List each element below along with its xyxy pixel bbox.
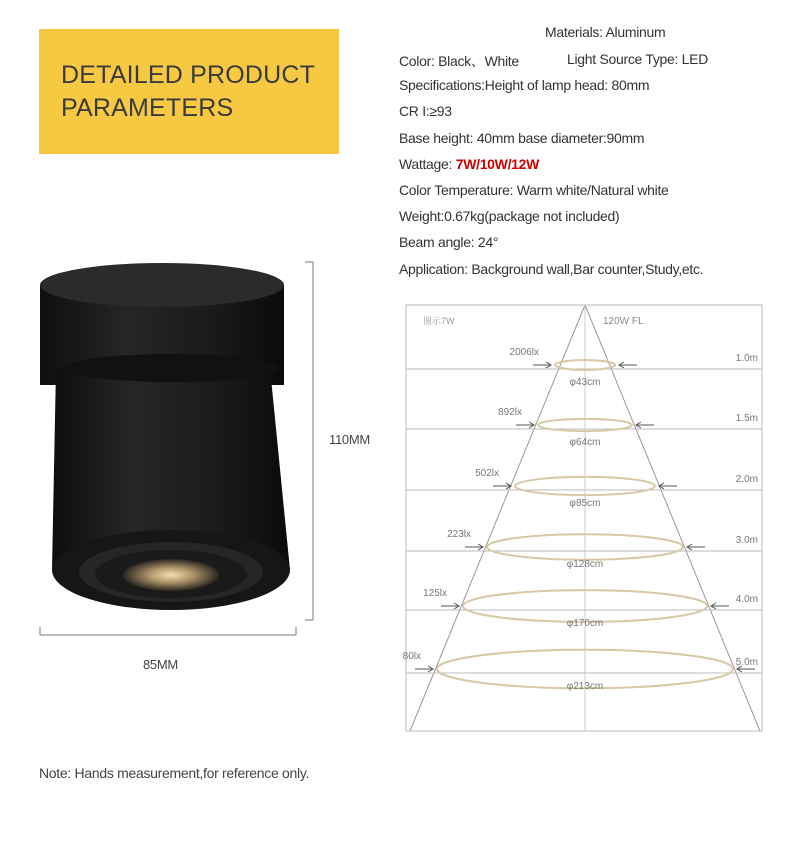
- distance-label: 3.0m: [735, 535, 758, 546]
- spec-wattage-value: 7W/10W/12W: [455, 156, 540, 172]
- arrow-left-icon: [711, 603, 729, 609]
- diagram-title-left: 图示7W: [423, 316, 455, 326]
- diameter-label: φ213cm: [566, 681, 604, 692]
- spec-color-temperature: Color Temperature: Warm white/Natural white: [399, 182, 669, 198]
- diagram-row: [406, 347, 762, 388]
- distance-label: 2.0m: [735, 474, 758, 485]
- arrow-right-icon: [415, 666, 433, 672]
- reference-note: Note: Hands measurement,for reference only.: [39, 765, 310, 781]
- arrow-left-icon: [687, 544, 705, 550]
- arrow-right-icon: [441, 603, 459, 609]
- diagram-row: [406, 588, 762, 629]
- arrow-right-icon: [516, 422, 534, 428]
- arrow-right-icon: [465, 544, 483, 550]
- arrow-left-icon: [619, 362, 637, 368]
- distance-label: 4.0m: [735, 594, 758, 605]
- height-dimension-label: 110MM: [329, 432, 370, 447]
- diagram-title-right: 120W FL: [603, 316, 644, 327]
- diagram-row: [406, 407, 762, 448]
- banner-title-line1: DETAILED PRODUCT: [61, 61, 316, 89]
- lux-label: 892lx: [498, 407, 522, 418]
- diagram-row: [406, 529, 762, 570]
- spec-color: Color: Black、White: [399, 53, 519, 69]
- spec-base: Base height: 40mm base diameter:90mm: [399, 130, 645, 146]
- arrow-left-icon: [636, 422, 654, 428]
- diameter-label: φ128cm: [566, 559, 604, 570]
- diagram-rows: [403, 347, 762, 692]
- arrow-left-icon: [659, 483, 677, 489]
- spec-weight: Weight:0.67kg(package not included): [399, 208, 620, 224]
- arrow-right-icon: [533, 362, 551, 368]
- spec-beam-angle: Beam angle: 24°: [399, 234, 499, 250]
- distance-label: 1.0m: [735, 353, 758, 364]
- lux-label: 502lx: [475, 468, 499, 479]
- spec-materials: Materials: Aluminum: [545, 24, 666, 40]
- distance-label: 5.0m: [735, 657, 758, 668]
- lux-label: 223lx: [447, 529, 471, 540]
- arrow-right-icon: [493, 483, 511, 489]
- lux-label: 80lx: [402, 651, 421, 662]
- banner-title-line2: PARAMETERS: [61, 94, 234, 122]
- distance-label: 1.5m: [735, 413, 758, 424]
- diameter-label: φ85cm: [569, 498, 601, 509]
- lux-label: 125lx: [423, 588, 447, 599]
- spec-cri: CR I:≥93: [399, 103, 452, 119]
- spec-application: Application: Background wall,Bar counter,Study,etc.: [399, 261, 704, 277]
- diameter-label: φ170cm: [566, 618, 604, 629]
- diagram-row: [403, 650, 762, 692]
- lux-label: 2006lx: [509, 347, 539, 358]
- diameter-label: φ43cm: [569, 377, 601, 388]
- spec-specifications: Specifications:Height of lamp head: 80mm: [399, 77, 650, 93]
- spec-wattage-label: Wattage:: [399, 156, 456, 172]
- diagram-row: [406, 468, 762, 509]
- width-dimension-label: 85MM: [143, 657, 178, 672]
- diameter-label: φ64cm: [569, 437, 601, 448]
- spec-light-source: Light Source Type: LED: [567, 51, 709, 67]
